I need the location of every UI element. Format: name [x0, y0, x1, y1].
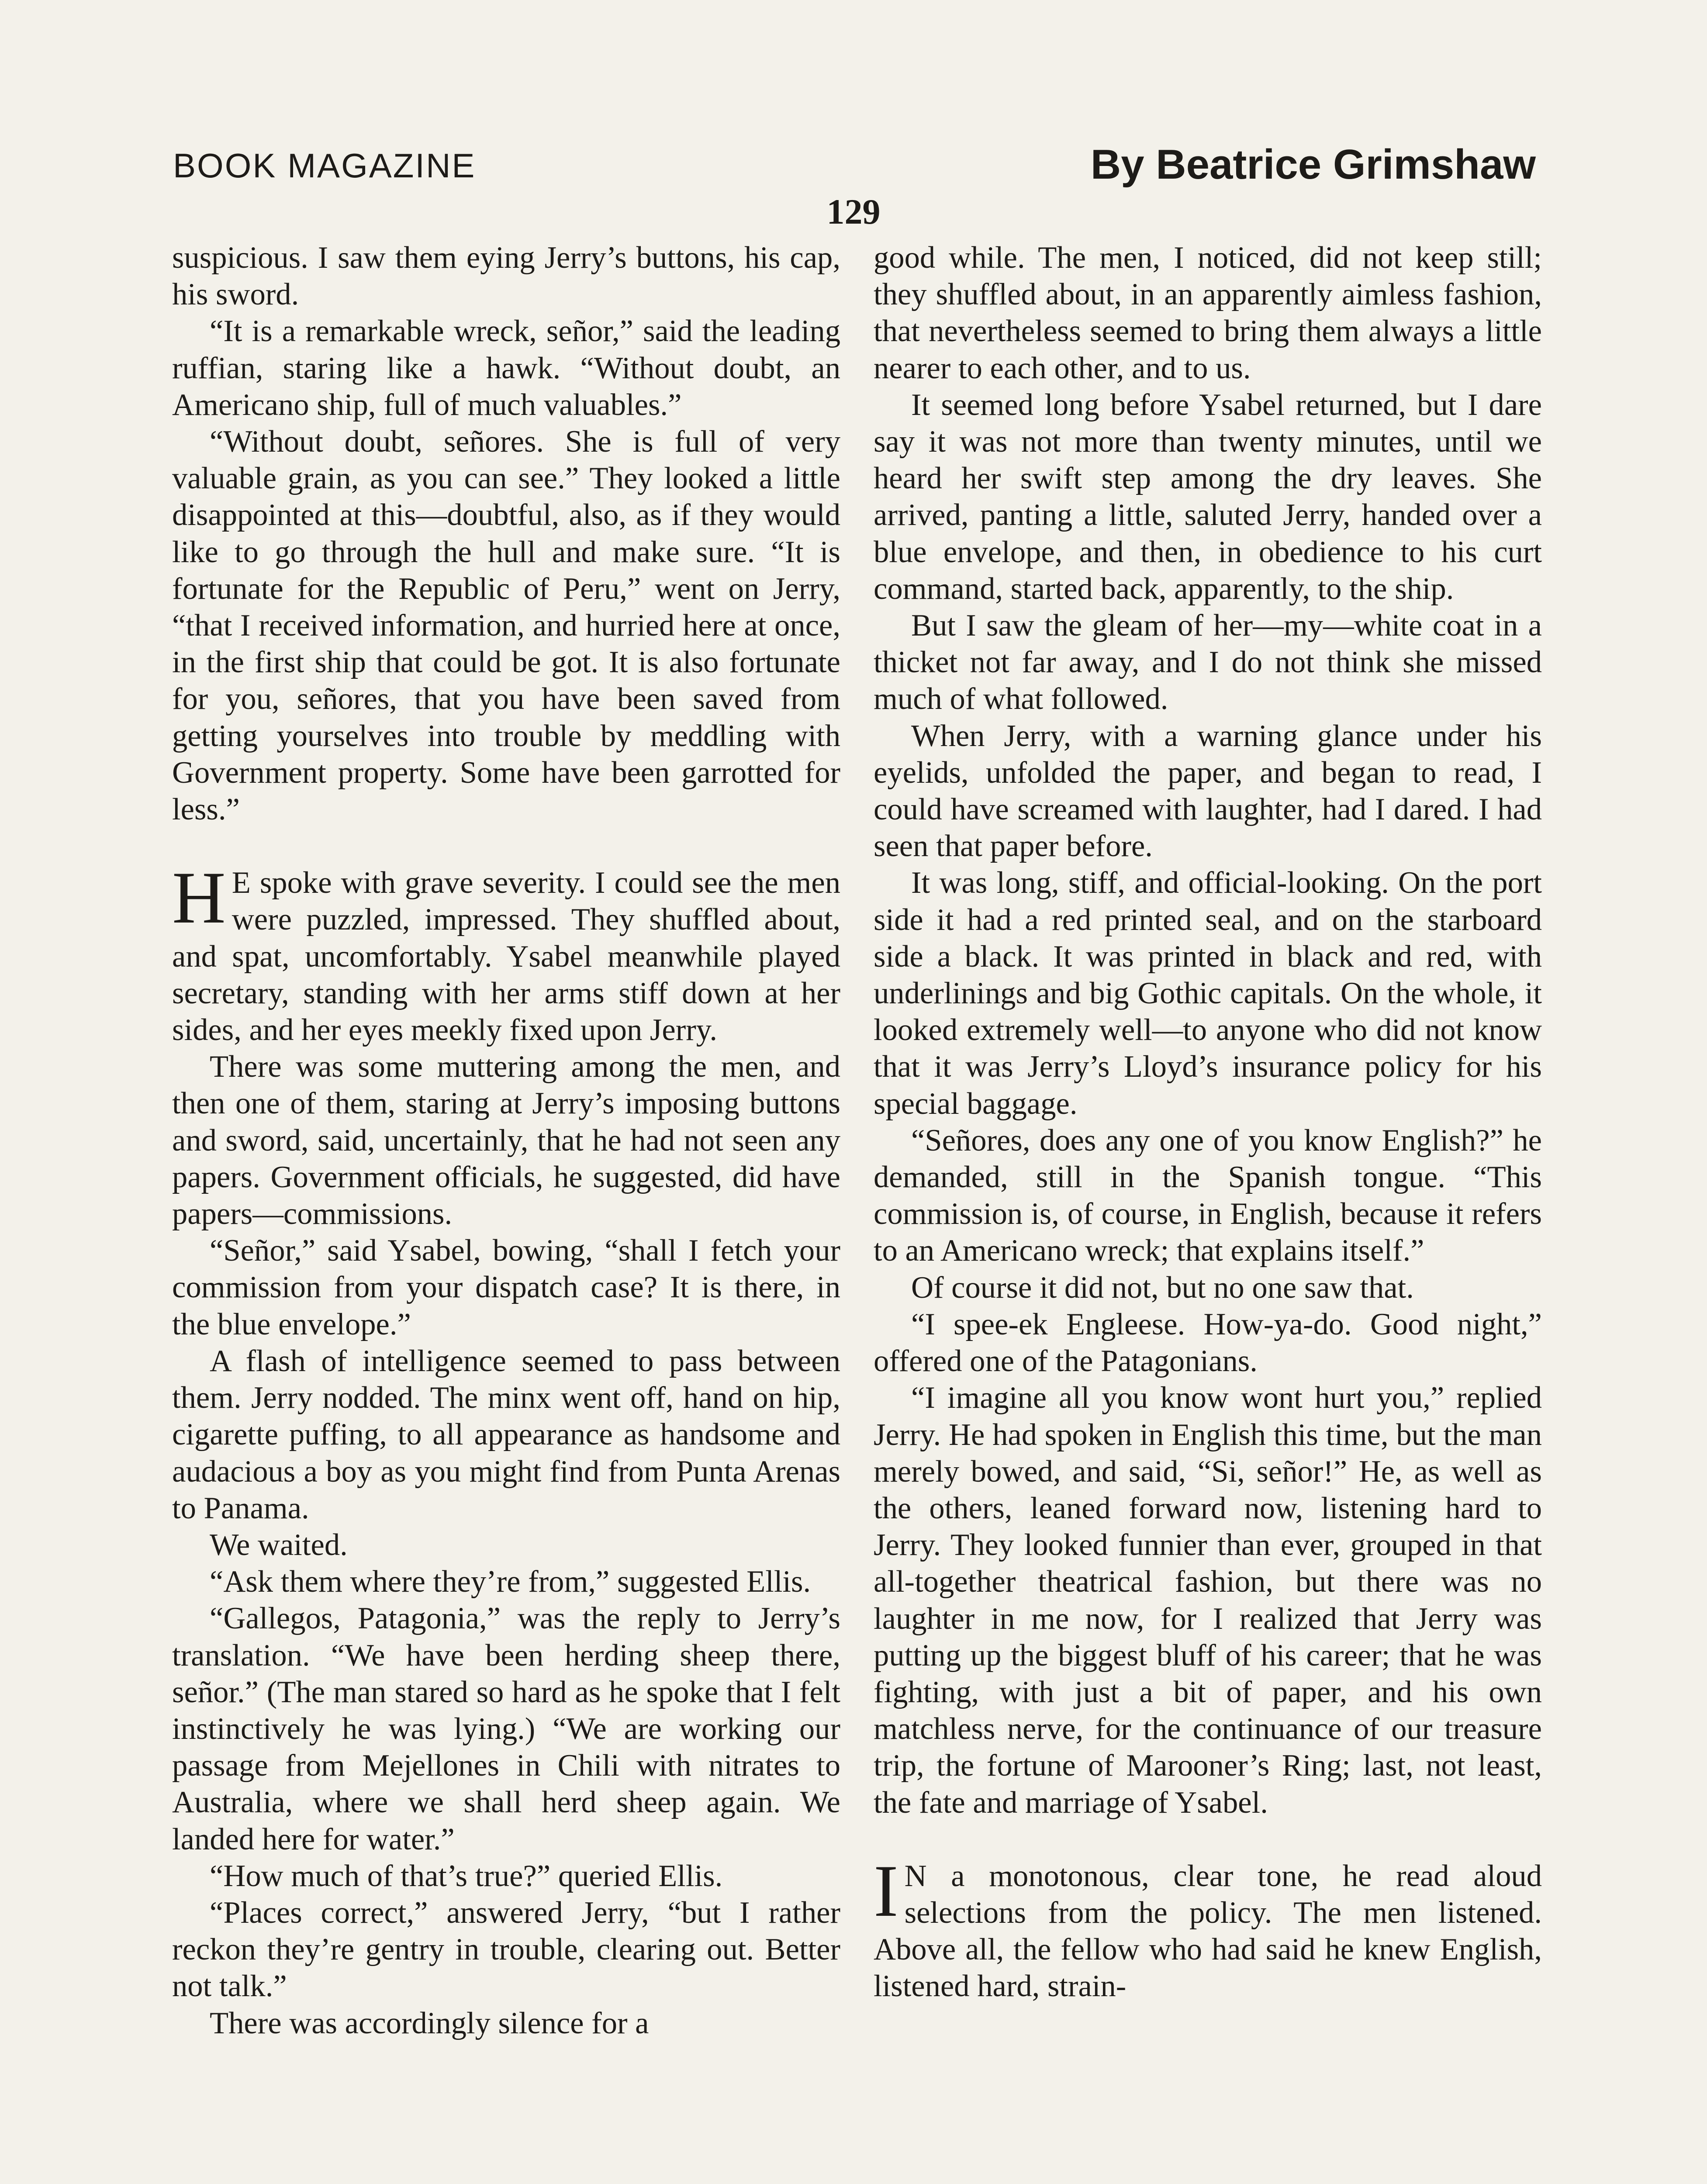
left-column: [172, 239, 840, 2042]
paragraph: “Gallegos, Patagonia,” was the reply to Jerry’s translation. “We have been herding sheep there, señor.” (The man stared so hard as he spoke that I felt instinctively he was lying.) “We are working our passage from Mejellones in Chili with nitrates to Australia, where we shall herd sheep again. We landed here for water.”: [172, 1601, 840, 1856]
paragraph: “Señores, does any one of you know English?” he demanded, still in the Spanish tongue. “This commission is, of course, in English, because it refers to an Americano wreck; that explains itself.”: [874, 1123, 1542, 1268]
section-paragraph: [172, 857, 840, 1048]
paragraph: There was some muttering among the men, and then one of them, staring at Jerry’s imposing buttons and sword, said, uncertainly, that he had not seen any papers. Government officials, he suggested, did have papers—commissions.: [172, 1050, 840, 1231]
page-number: 129: [826, 192, 881, 232]
magazine-title: BOOK MAGAZINE: [173, 146, 476, 185]
paragraph: But I saw the gleam of her—my—white coat in a thicket not far away, and I do not think she missed much of what followed.: [874, 608, 1542, 716]
paragraph: suspicious. I saw them eying Jerry’s buttons, his cap, his sword.: [172, 241, 840, 312]
right-column: [874, 239, 1542, 2005]
paragraph: There was accordingly silence for a: [210, 2006, 649, 2040]
paragraph: “I imagine all you know wont hurt you,” replied Jerry. He had spoken in English this time, but the man merely bowed, and said, “Si, señor!” He, as well as the others, leaned forward now, listening hard to Jerry. They looked funnier than ever, grouped in that all-together theatrical fashion, but there was no laughter in me now, for I realized that Jerry was putting up the biggest bluff of his career; that he was fighting, with just a bit of paper, and his own matchless nerve, for the continuance of our treasure trip, the fortune of Marooner’s Ring; last, not least, the fate and marriage of Ysabel.: [874, 1381, 1542, 1820]
paragraph: A flash of intelligence seemed to pass between them. Jerry nodded. The minx went off, hand on hip, cigarette puffing, to all appearance as handsome and audacious a boy as you might find from Punta Arenas to Panama.: [172, 1344, 840, 1525]
paragraph: We waited.: [210, 1527, 348, 1562]
paragraph: “Ask them where they’re from,” suggested Ellis.: [210, 1565, 811, 1599]
paragraph: “It is a remarkable wreck, señor,” said the leading ruffian, staring like a hawk. “Without doubt, an Americano ship, full of much valuables.”: [172, 314, 840, 422]
drop-cap: H: [172, 857, 226, 939]
paragraph: It seemed long before Ysabel returned, but I dare say it was not more than twenty minutes, until we heard her swift step among the dry leaves. She arrived, panting a little, saluted Jerry, handed over a blue envelope, and then, in obedience to his curt command, started back, apparently, to the ship.: [874, 387, 1542, 606]
paragraph: “I spee-ek Engleese. How-ya-do. Good night,” offered one of the Patagonians.: [874, 1307, 1542, 1379]
paragraph: good while. The men, I noticed, did not keep still; they shuffled about, in an apparently aimless fashion, that nevertheless seemed to bring them always a little nearer to each other, and to us.: [874, 241, 1542, 385]
paragraph: “Places correct,” answered Jerry, “but I rather reckon they’re gentry in trouble, clearing out. Better not talk.”: [172, 1895, 840, 2004]
paragraph: Of course it did not, but no one saw that.: [911, 1270, 1414, 1305]
paragraph: “How much of that’s true?” queried Ellis.: [210, 1859, 723, 1893]
section-paragraph: [874, 1849, 1542, 2005]
paragraph-text: E spoke with grave severity. I could see the men were puzzled, impressed. They shuffled about, and spat, uncomfortably. Ysabel meanwhile played secretary, standing with her arms stiff down at her sides, and her eyes meekly fixed upon Jerry.: [172, 866, 840, 1047]
paragraph-text: N a monotonous, clear tone, he read aloud selections from the policy. The men listened. Above all, the fellow who had said he knew English, listened hard, strain-: [874, 1859, 1542, 2004]
paragraph: It was long, stiff, and official-looking. On the port side it had a red printed seal, and on the starboard side a black. It was printed in black and red, with underlinings and big Gothic capitals. On the whole, it looked extremely well—to anyone who did not know that it was Jerry’s Lloyd’s insurance policy for his special baggage.: [874, 866, 1542, 1121]
paragraph: When Jerry, with a warning glance under his eyelids, unfolded the paper, and began to read, I could have screamed with laughter, had I dared. I had seen that paper before.: [874, 719, 1542, 864]
paragraph: “Without doubt, señores. She is full of very valuable grain, as you can see.” They looked a little disappointed at this—doubtful, also, as if they would like to go through the hull and make sure. “It is fortunate for the Republic of Peru,” went on Jerry, “that I received information, and hurried here at once, in the first ship that could be got. It is also fortunate for you, señores, that you have been saved from getting yourselves into trouble by meddling with Government property. Some have been garrotted for less.”: [172, 425, 840, 827]
author-byline: By Beatrice Grimshaw: [1090, 141, 1536, 188]
paragraph: “Señor,” said Ysabel, bowing, “shall I fetch your commission from your dispatch case? It is there, in the blue envelope.”: [172, 1234, 840, 1341]
drop-cap: I: [874, 1849, 898, 1932]
